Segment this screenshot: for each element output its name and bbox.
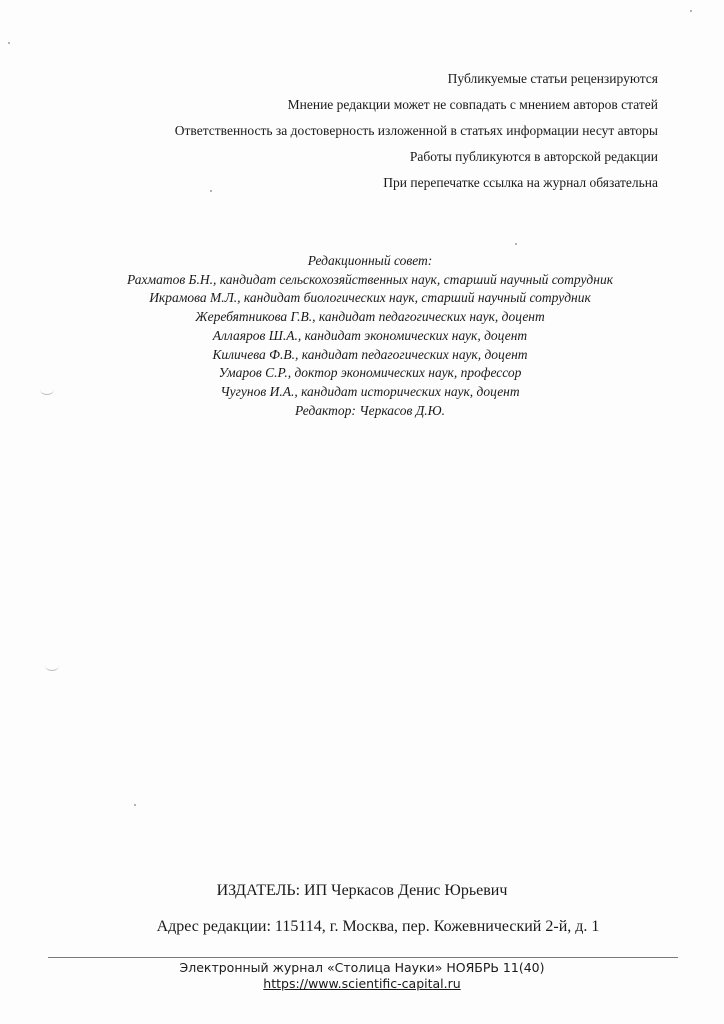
board-member: Киличева Ф.В., кандидат педагогических наук, доцент	[212, 346, 528, 362]
journal-website-link[interactable]: https://www.scientific-capital.ru	[263, 976, 461, 991]
punch-hole-mark	[45, 660, 59, 671]
notice-reprint-reference: При перепечатке ссылка на журнал обязательна	[383, 175, 658, 190]
scan-speck	[8, 42, 10, 44]
board-member: Чугунов И.А., кандидат исторических наук, доцент	[220, 383, 520, 399]
board-member: Аллаяров Ш.А., кандидат экономических наук, доцент	[212, 327, 528, 343]
footer-journal-issue: Электронный журнал «Столица Науки» НОЯБРЬ 11(40)	[179, 960, 545, 975]
notice-peer-review: Публикуемые статьи рецензируются	[447, 71, 658, 86]
footer-divider	[48, 957, 678, 958]
editorial-board	[60, 252, 680, 420]
scan-speck	[515, 243, 517, 245]
publisher-line: ИЗДАТЕЛЬ: ИП Черкасов Денис Юрьевич	[216, 882, 508, 899]
board-member: Икрамова М.Л., кандидат биологических наук, старший научный сотрудник	[149, 290, 591, 306]
notice-responsibility: Ответственность за достоверность изложенной в статьях информации несут авторы	[174, 123, 658, 138]
editorial-address: Адрес редакции: 115114, г. Москва, пер. Кожевнический 2-й, д. 1	[156, 918, 600, 935]
punch-hole-mark	[40, 384, 54, 395]
scan-speck	[210, 190, 212, 192]
notice-opinion-disclaimer: Мнение редакции может не совпадать с мнением авторов статей	[287, 97, 658, 112]
board-editor: Редактор: Черкасов Д.Ю.	[295, 402, 445, 418]
board-member: Рахматов Б.Н., кандидат сельскохозяйственных наук, старший научный сотрудник	[126, 271, 614, 287]
board-member: Жеребятникова Г.В., кандидат педагогических наук, доцент	[195, 309, 545, 325]
scan-speck	[690, 10, 692, 12]
board-member: Умаров С.Р., доктор экономических наук, профессор	[218, 365, 522, 381]
editorial-board-title: Редакционный совет:	[307, 253, 433, 268]
scan-speck	[134, 804, 136, 806]
page-footer	[0, 960, 724, 992]
editorial-notices	[58, 66, 658, 196]
notice-author-edition: Работы публикуются в авторской редакции	[409, 149, 658, 164]
